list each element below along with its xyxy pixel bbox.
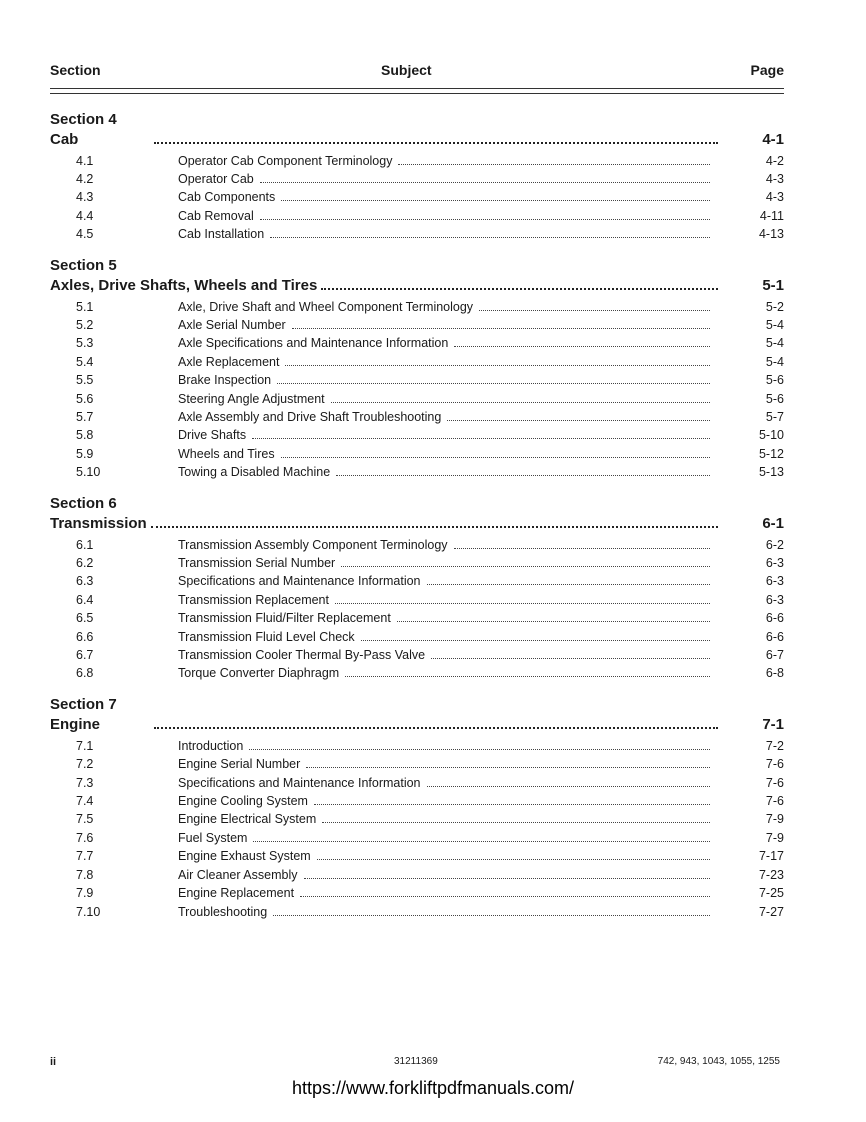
- item-page: 5-6: [765, 392, 784, 406]
- item-number: 6.5: [76, 611, 94, 625]
- item-page: 6-8: [765, 666, 784, 680]
- item-subject: Axle Replacement: [178, 355, 280, 369]
- section-page: 7-1: [762, 716, 784, 733]
- toc-row-7-2[interactable]: [50, 756, 784, 773]
- item-subject: Engine Replacement: [178, 886, 295, 900]
- item-page: 6-7: [765, 648, 784, 662]
- item-page: 7-2: [765, 739, 784, 753]
- toc-row-5-5[interactable]: [50, 372, 784, 389]
- item-subject: Engine Exhaust System: [178, 849, 311, 863]
- item-number: 5.7: [76, 410, 94, 424]
- dot-leader: [361, 639, 710, 641]
- toc-row-5-7[interactable]: [50, 409, 784, 426]
- item-subject: Brake Inspection: [178, 373, 272, 387]
- item-number: 6.7: [76, 648, 94, 662]
- item-page: 4-13: [758, 227, 784, 241]
- dot-leader: [277, 382, 710, 384]
- toc-row-5-9[interactable]: [50, 446, 784, 463]
- toc-row-7-5[interactable]: [50, 811, 784, 828]
- item-page: 4-3: [765, 190, 784, 204]
- item-subject: Specifications and Maintenance Information: [178, 574, 421, 588]
- item-page: 5-10: [758, 428, 784, 442]
- section-5-title-row[interactable]: [50, 277, 784, 295]
- footer-models: 742, 943, 1043, 1055, 1255: [657, 1056, 780, 1067]
- toc-row-5-8[interactable]: [50, 427, 784, 444]
- item-subject: Fuel System: [178, 831, 248, 845]
- section-6-title-row[interactable]: [50, 515, 784, 533]
- item-number: 5.6: [76, 392, 94, 406]
- watermark-url[interactable]: https://www.forkliftpdfmanuals.com/: [291, 1078, 575, 1098]
- toc-row-4-5[interactable]: [50, 226, 784, 243]
- item-page: 5-2: [765, 300, 784, 314]
- dot-leader: [331, 401, 710, 403]
- item-page: 4-11: [759, 209, 784, 223]
- dot-leader: [300, 895, 710, 897]
- dot-leader: [454, 345, 710, 347]
- dot-leader: [260, 218, 710, 220]
- toc-row-7-3[interactable]: [50, 775, 784, 792]
- toc-row-7-4[interactable]: [50, 793, 784, 810]
- toc-row-6-6[interactable]: [50, 629, 784, 646]
- item-number: 7.3: [76, 776, 94, 790]
- dot-leader: [252, 437, 710, 439]
- dot-leader: [317, 858, 710, 860]
- item-page: 6-3: [765, 574, 784, 588]
- dot-leader: [253, 840, 710, 842]
- dot-leader: [260, 181, 710, 183]
- item-subject: Troubleshooting: [178, 905, 268, 919]
- section-title: Transmission: [50, 515, 147, 532]
- item-number: 5.1: [76, 300, 94, 314]
- dot-leader: [249, 748, 710, 750]
- dot-leader: [273, 914, 710, 916]
- item-subject: Operator Cab Component Terminology: [178, 154, 393, 168]
- item-subject: Transmission Cooler Thermal By-Pass Valve: [178, 648, 426, 662]
- footer-doc-number: 31211369: [394, 1056, 438, 1067]
- dot-leader: [479, 309, 710, 311]
- item-subject: Specifications and Maintenance Information: [178, 776, 421, 790]
- toc-row-7-7[interactable]: [50, 848, 784, 865]
- dot-leader: [285, 364, 710, 366]
- dot-leader: [281, 456, 710, 458]
- item-number: 7.2: [76, 757, 94, 771]
- item-page: 5-4: [765, 336, 784, 350]
- item-page: 4-3: [765, 172, 784, 186]
- item-page: 7-25: [758, 886, 784, 900]
- dot-leader: [154, 141, 718, 144]
- item-page: 6-3: [765, 556, 784, 570]
- section-title: Engine: [50, 716, 101, 733]
- item-subject: Steering Angle Adjustment: [178, 392, 325, 406]
- dot-leader: [322, 821, 710, 823]
- item-number: 6.8: [76, 666, 94, 680]
- item-number: 4.1: [76, 154, 94, 168]
- dot-leader: [431, 657, 710, 659]
- item-page: 6-3: [765, 593, 784, 607]
- item-page: 4-2: [765, 154, 784, 168]
- header-section-label: Section: [50, 62, 101, 78]
- item-page: 5-7: [765, 410, 784, 424]
- item-number: 7.10: [76, 905, 101, 919]
- toc-row-4-1[interactable]: [50, 153, 784, 170]
- header-rule-top: [50, 88, 784, 89]
- dot-leader: [341, 565, 710, 567]
- item-page: 6-6: [765, 630, 784, 644]
- item-page: 5-13: [758, 465, 784, 479]
- toc-row-5-3[interactable]: [50, 335, 784, 352]
- dot-leader: [270, 236, 710, 238]
- item-number: 4.3: [76, 190, 94, 204]
- dot-leader: [397, 620, 710, 622]
- item-subject: Torque Converter Diaphragm: [178, 666, 340, 680]
- item-subject: Axle, Drive Shaft and Wheel Component Terminology: [178, 300, 474, 314]
- section-4-label: Section 4: [50, 111, 117, 128]
- toc-row-5-2[interactable]: [50, 317, 784, 334]
- item-number: 4.2: [76, 172, 94, 186]
- toc-row-7-10[interactable]: [50, 904, 784, 921]
- item-page: 5-4: [765, 355, 784, 369]
- item-subject: Axle Assembly and Drive Shaft Troubleshooting: [178, 410, 442, 424]
- item-number: 6.1: [76, 538, 94, 552]
- dot-leader: [345, 675, 710, 677]
- item-number: 7.9: [76, 886, 94, 900]
- item-number: 7.1: [76, 739, 94, 753]
- item-page: 7-9: [765, 831, 784, 845]
- item-number: 4.5: [76, 227, 94, 241]
- item-number: 5.9: [76, 447, 94, 461]
- item-subject: Transmission Serial Number: [178, 556, 336, 570]
- dot-leader: [335, 602, 710, 604]
- section-title: Axles, Drive Shafts, Wheels and Tires: [50, 277, 318, 294]
- dot-leader: [427, 785, 710, 787]
- item-number: 5.2: [76, 318, 94, 332]
- item-page: 7-27: [758, 905, 784, 919]
- toc-row-5-4[interactable]: [50, 354, 784, 371]
- section-4-title-row[interactable]: [50, 131, 784, 149]
- toc-header: [50, 62, 784, 82]
- dot-leader: [281, 199, 710, 201]
- dot-leader: [454, 547, 710, 549]
- item-subject: Wheels and Tires: [178, 447, 275, 461]
- header-page-label: Page: [750, 62, 784, 78]
- section-7-label: Section 7: [50, 696, 117, 713]
- section-page: 5-1: [762, 277, 784, 294]
- toc-row-6-8[interactable]: [50, 665, 784, 682]
- toc-row-7-6[interactable]: [50, 830, 784, 847]
- header-subject-label: Subject: [381, 62, 432, 78]
- item-page: 6-2: [765, 538, 784, 552]
- item-page: 7-6: [765, 776, 784, 790]
- item-number: 7.7: [76, 849, 94, 863]
- toc-row-6-1[interactable]: [50, 537, 784, 554]
- item-subject: Transmission Fluid Level Check: [178, 630, 355, 644]
- toc-row-4-3[interactable]: [50, 189, 784, 206]
- footer-page-number: ii: [50, 1056, 57, 1068]
- dot-leader: [336, 474, 710, 476]
- section-7-title-row[interactable]: [50, 716, 784, 734]
- toc-row-4-2[interactable]: [50, 171, 784, 188]
- toc-row-6-3[interactable]: [50, 573, 784, 590]
- item-subject: Drive Shafts: [178, 428, 247, 442]
- section-5-label: Section 5: [50, 257, 117, 274]
- toc-row-6-2[interactable]: [50, 555, 784, 572]
- item-subject: Air Cleaner Assembly: [178, 868, 298, 882]
- item-number: 7.4: [76, 794, 94, 808]
- item-page: 7-6: [765, 794, 784, 808]
- toc-row-7-9[interactable]: [50, 885, 784, 902]
- item-page: 7-17: [758, 849, 784, 863]
- item-subject: Axle Specifications and Maintenance Information: [178, 336, 449, 350]
- section-page: 4-1: [762, 131, 784, 148]
- dot-leader: [427, 583, 710, 585]
- dot-leader: [292, 327, 710, 329]
- toc-row-6-5[interactable]: [50, 610, 784, 627]
- item-number: 5.3: [76, 336, 94, 350]
- dot-leader: [151, 525, 718, 528]
- item-page: 5-6: [765, 373, 784, 387]
- item-subject: Transmission Fluid/Filter Replacement: [178, 611, 391, 625]
- dot-leader: [321, 287, 718, 290]
- item-number: 5.5: [76, 373, 94, 387]
- item-number: 7.5: [76, 812, 94, 826]
- item-subject: Towing a Disabled Machine: [178, 465, 331, 479]
- item-number: 6.4: [76, 593, 94, 607]
- item-number: 5.4: [76, 355, 94, 369]
- item-page: 7-6: [765, 757, 784, 771]
- item-subject: Cab Components: [178, 190, 276, 204]
- toc-row-6-7[interactable]: [50, 647, 784, 664]
- item-subject: Cab Removal: [178, 209, 254, 223]
- item-number: 7.6: [76, 831, 94, 845]
- item-page: 7-9: [765, 812, 784, 826]
- page-footer: [50, 1056, 780, 1072]
- section-6-label: Section 6: [50, 495, 117, 512]
- item-page: 7-23: [758, 868, 784, 882]
- item-subject: Introduction: [178, 739, 244, 753]
- dot-leader: [154, 726, 718, 729]
- section-page: 6-1: [762, 515, 784, 532]
- item-subject: Transmission Replacement: [178, 593, 329, 607]
- toc-row-7-1[interactable]: [50, 738, 784, 755]
- toc-row-5-10[interactable]: [50, 464, 784, 481]
- item-number: 4.4: [76, 209, 94, 223]
- dot-leader: [304, 877, 711, 879]
- item-number: 6.2: [76, 556, 94, 570]
- item-number: 6.3: [76, 574, 94, 588]
- item-subject: Operator Cab: [178, 172, 254, 186]
- toc-row-5-6[interactable]: [50, 391, 784, 408]
- toc-row-7-8[interactable]: [50, 867, 784, 884]
- item-number: 6.6: [76, 630, 94, 644]
- toc-row-6-4[interactable]: [50, 592, 784, 609]
- toc-row-5-1[interactable]: [50, 299, 784, 316]
- item-number: 5.8: [76, 428, 94, 442]
- section-title: Cab: [50, 131, 79, 148]
- item-page: 6-6: [765, 611, 784, 625]
- item-page: 5-12: [758, 447, 784, 461]
- header-rule-bottom: [50, 93, 784, 94]
- item-number: 5.10: [76, 465, 101, 479]
- toc-row-4-4[interactable]: [50, 208, 784, 225]
- dot-leader: [398, 163, 710, 165]
- dot-leader: [314, 803, 710, 805]
- item-subject: Cab Installation: [178, 227, 265, 241]
- item-subject: Engine Electrical System: [178, 812, 317, 826]
- dot-leader: [447, 419, 710, 421]
- item-subject: Axle Serial Number: [178, 318, 286, 332]
- item-number: 7.8: [76, 868, 94, 882]
- item-subject: Engine Cooling System: [178, 794, 308, 808]
- item-subject: Transmission Assembly Component Terminology: [178, 538, 448, 552]
- dot-leader: [306, 766, 710, 768]
- item-subject: Engine Serial Number: [178, 757, 301, 771]
- item-page: 5-4: [765, 318, 784, 332]
